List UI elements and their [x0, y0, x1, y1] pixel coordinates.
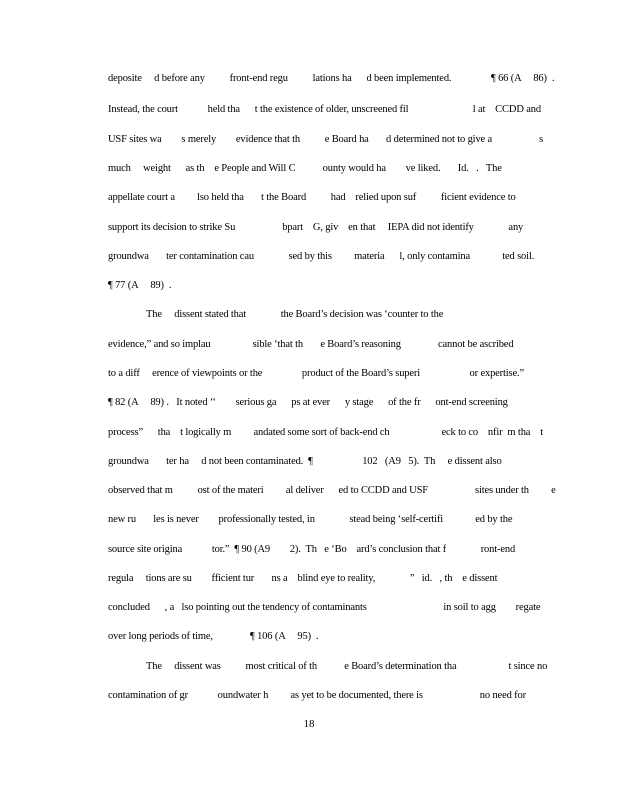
text-line: over long periods of time, ¶ 106 (A 95) .: [108, 631, 319, 642]
page-number: 18: [303, 718, 315, 730]
text-line: evidence,” and so implau sible ‘that th e Board’s reasoning cannot be ascribed: [108, 339, 514, 350]
text-line: source site origina tor.” ¶ 90 (A9 2). Th e ‘Bo ard’s conclusion that f ront-end: [108, 544, 516, 555]
text-line: to a diff erence of viewpoints or the product of the Board’s superi or expertise.”: [108, 368, 524, 379]
text-line: groundwa ter contamination cau sed by this materia l, only contamina ted soil.: [108, 251, 535, 262]
text-line: support its decision to strike Su bpart G, giv en that IEPA did not identify any: [108, 222, 524, 233]
text-line: new ru les is never professionally tested, in stead being ‘self-certifi ed by the: [108, 514, 513, 525]
text-line: deposite d before any front-end regu lations ha d been implemented. ¶ 66 (A 86) .: [108, 73, 555, 84]
text-line: ¶ 77 (A 89) .: [108, 280, 172, 291]
text-line: appellate court a lso held tha t the Board had relied upon suf ficient evidence to: [108, 192, 516, 203]
text-line: regula tions are su fficient tur ns a blind eye to reality, ” id. , th e dissent: [108, 573, 498, 584]
text-line: much weight as th e People and Will C ounty would ha ve liked. Id. . The: [108, 163, 502, 174]
text-line: Instead, the court held tha t the existence of older, unscreened fil l at CCDD and: [108, 104, 541, 115]
text-line: observed that m ost of the materi al deliver ed to CCDD and USF sites under th e: [108, 485, 556, 496]
text-line: process” tha t logically m andated some sort of back-end ch eck to co nfir m tha t: [108, 427, 543, 438]
paragraph-start-line: The dissent stated that the Board’s decision was ‘counter to the: [146, 309, 444, 320]
text-line: USF sites wa s merely evidence that th e Board ha d determined not to give a s: [108, 134, 544, 145]
text-line: groundwa ter ha d not been contaminated. ¶ 102 (A9 5). Th e dissent also: [108, 456, 502, 467]
text-line: ¶ 82 (A 89) . It noted ‘‘ serious ga ps at ever y stage of the fr ont-end screening: [108, 397, 508, 408]
paragraph-start-line: The dissent was most critical of th e Board’s determination tha t since no: [146, 661, 548, 672]
text-line: contamination of gr oundwater h as yet to be documented, there is no need for: [108, 690, 526, 701]
text-line: concluded , a lso pointing out the tendency of contaminants in soil to agg regate: [108, 602, 541, 613]
